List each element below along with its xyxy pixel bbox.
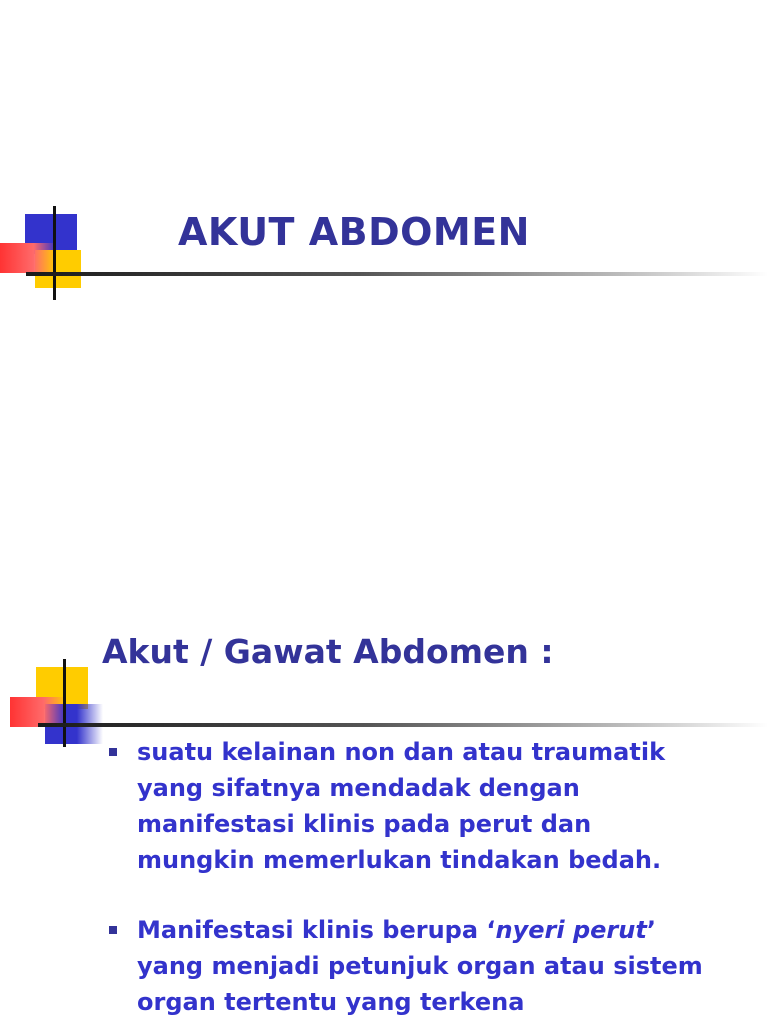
list-item: [106, 734, 716, 878]
bullet-text-before: Manifestasi klinis berupa ‘: [137, 916, 496, 944]
slide-2: [0, 512, 768, 1024]
bullet-list: [106, 734, 716, 1024]
title-underline: [38, 723, 768, 727]
bullet-square-icon: [109, 926, 117, 934]
list-item: [106, 912, 716, 1020]
slide-title: Akut / Gawat Abdomen :: [102, 632, 554, 671]
title-underline: [26, 272, 768, 276]
vertical-line: [63, 659, 66, 747]
vertical-line: [53, 206, 56, 300]
bullet-text-after: ’ yang menjadi petunjuk organ atau sistem organ tertentu yang terkena: [137, 916, 703, 1016]
bullet-text: suatu kelainan non dan atau traumatik yang sifatnya mendadak dengan manifestasi klinis pada perut dan mungkin memerlukan tindakan bedah.: [137, 738, 666, 874]
bullet-text-italic: nyeri perut: [495, 916, 647, 944]
slide-title: AKUT ABDOMEN: [178, 210, 530, 254]
bullet-square-icon: [109, 748, 117, 756]
red-square: [0, 243, 56, 273]
